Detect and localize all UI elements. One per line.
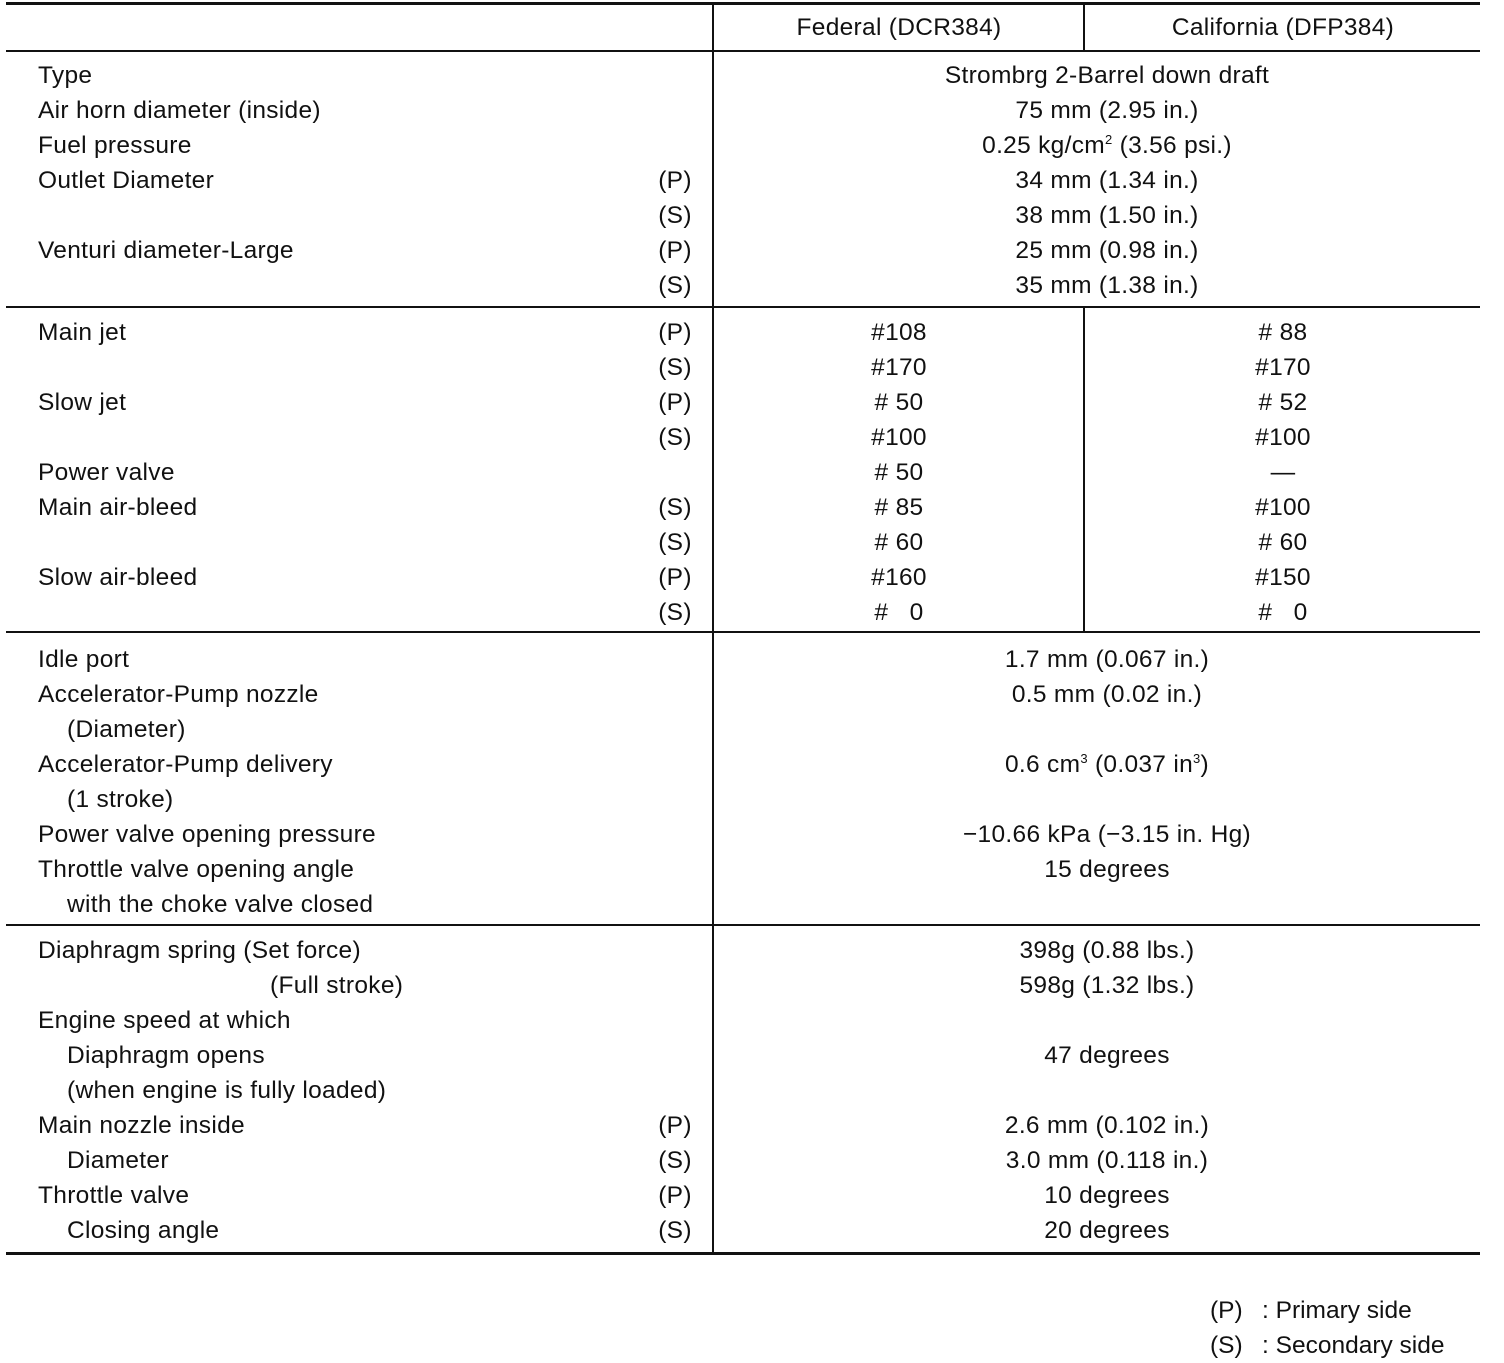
rule-section-2 xyxy=(6,631,1480,633)
type-value: Strombrg 2-Barrel down draft xyxy=(944,62,1270,89)
air-horn-value: 75 mm (2.95 in.) xyxy=(1015,97,1199,124)
main-jet-p-california: # 88 xyxy=(1258,319,1308,346)
main-jet-s-side: (S) xyxy=(658,354,692,381)
nozzle-s-side: (S) xyxy=(658,1147,692,1174)
slow-jet-s-side: (S) xyxy=(658,424,692,451)
throttle-angle-value: 15 degrees xyxy=(1044,856,1170,883)
nozzle-sub: Diameter xyxy=(67,1147,169,1174)
note-s-key: (S) xyxy=(1210,1332,1243,1359)
main-air-bleed-2-federal: # 60 xyxy=(874,529,924,556)
pump-nozzle-value: 0.5 mm (0.02 in.) xyxy=(1011,681,1203,708)
pump-nozzle-sub: (Diameter) xyxy=(67,716,186,743)
slow-air-bleed-s-california: # 0 xyxy=(1258,599,1308,626)
slow-air-bleed-s-side: (S) xyxy=(658,599,692,626)
main-air-bleed-1-california: #100 xyxy=(1255,494,1311,521)
pump-delivery-sub: (1 stroke) xyxy=(67,786,174,813)
throttle-label: Throttle valve xyxy=(38,1182,190,1209)
note-p-text: : Primary side xyxy=(1262,1297,1412,1324)
throttle-p-value: 10 degrees xyxy=(1044,1182,1170,1209)
fuel-pressure-value: 0.25 $kg/cm^2$ (3.56 psi.) xyxy=(982,131,1232,159)
rule-bottom xyxy=(6,1252,1480,1255)
throttle-s-side: (S) xyxy=(658,1217,692,1244)
venturi-s-side: (S) xyxy=(658,272,692,299)
header-california: California (DFP384) xyxy=(1171,14,1395,41)
main-air-bleed-1-federal: # 85 xyxy=(874,494,924,521)
venturi-label: Venturi diameter-Large xyxy=(38,237,294,264)
outlet-s-side: (S) xyxy=(658,202,692,229)
header-federal: Federal (DCR384) xyxy=(796,14,1002,41)
nozzle-label: Main nozzle inside xyxy=(38,1112,245,1139)
slow-jet-s-california: #100 xyxy=(1255,424,1311,451)
pv-pressure-value: −10.66 kPa (−3.15 in. Hg) xyxy=(962,821,1252,848)
outlet-s-value: 38 mm (1.50 in.) xyxy=(1015,202,1199,229)
diaphragm-full-value: 598g (1.32 lbs.) xyxy=(1019,972,1195,999)
nozzle-p-value: 2.6 mm (0.102 in.) xyxy=(1004,1112,1210,1139)
outlet-p-side: (P) xyxy=(658,167,692,194)
slow-jet-label: Slow jet xyxy=(38,389,127,416)
main-air-bleed-1-side: (S) xyxy=(658,494,692,521)
nozzle-p-side: (P) xyxy=(658,1112,692,1139)
air-horn-label: Air horn diameter (inside) xyxy=(38,97,321,124)
rule-header xyxy=(6,50,1480,52)
engine-speed-sub1: Diaphragm opens xyxy=(67,1042,265,1069)
slow-jet-p-federal: # 50 xyxy=(874,389,924,416)
diaphragm-full-label: (Full stroke) xyxy=(270,972,404,999)
rule-section-1 xyxy=(6,306,1480,308)
main-jet-label: Main jet xyxy=(38,319,127,346)
throttle-p-side: (P) xyxy=(658,1182,692,1209)
venturi-p-side: (P) xyxy=(658,237,692,264)
throttle-s-value: 20 degrees xyxy=(1044,1217,1170,1244)
main-air-bleed-2-side: (S) xyxy=(658,529,692,556)
pump-delivery-label: Accelerator-Pump delivery xyxy=(38,751,333,778)
rule-top xyxy=(6,2,1480,5)
main-air-bleed-label: Main air-bleed xyxy=(38,494,198,521)
rule-section-3 xyxy=(6,924,1480,926)
throttle-angle-sub: with the choke valve closed xyxy=(67,891,374,918)
slow-air-bleed-p-side: (P) xyxy=(658,564,692,591)
slow-air-bleed-s-federal: # 0 xyxy=(874,599,924,626)
throttle-angle-label: Throttle valve opening angle xyxy=(38,856,355,883)
venturi-p-value: 25 mm (0.98 in.) xyxy=(1015,237,1199,264)
main-jet-p-federal: #108 xyxy=(871,319,927,346)
slow-air-bleed-label: Slow air-bleed xyxy=(38,564,198,591)
power-valve-california: — xyxy=(1270,459,1296,486)
slow-air-bleed-p-federal: #160 xyxy=(871,564,927,591)
power-valve-federal: # 50 xyxy=(874,459,924,486)
main-jet-s-california: #170 xyxy=(1255,354,1311,381)
slow-jet-s-federal: #100 xyxy=(871,424,927,451)
pump-nozzle-label: Accelerator-Pump nozzle xyxy=(38,681,319,708)
throttle-sub: Closing angle xyxy=(67,1217,220,1244)
idle-port-value: 1.7 mm (0.067 in.) xyxy=(1004,646,1210,673)
note-p-key: (P) xyxy=(1210,1297,1243,1324)
main-jet-s-federal: #170 xyxy=(871,354,927,381)
slow-jet-p-side: (P) xyxy=(658,389,692,416)
engine-speed-sub2: (when engine is fully loaded) xyxy=(67,1077,387,1104)
outlet-diameter-label: Outlet Diameter xyxy=(38,167,215,194)
nozzle-s-value: 3.0 mm (0.118 in.) xyxy=(1005,1147,1209,1174)
power-valve-label: Power valve xyxy=(38,459,175,486)
type-label: Type xyxy=(38,62,93,89)
pump-delivery-value: 0.6 $cm^3$ (0.037 $in^3$) xyxy=(1004,750,1209,778)
idle-port-label: Idle port xyxy=(38,646,130,673)
slow-air-bleed-p-california: #150 xyxy=(1255,564,1311,591)
engine-speed-value: 47 degrees xyxy=(1044,1042,1170,1069)
fuel-pressure-label: Fuel pressure xyxy=(38,132,192,159)
main-jet-p-side: (P) xyxy=(658,319,692,346)
engine-speed-label: Engine speed at which xyxy=(38,1007,291,1034)
outlet-p-value: 34 mm (1.34 in.) xyxy=(1015,167,1199,194)
diaphragm-set-value: 398g (0.88 lbs.) xyxy=(1019,937,1195,964)
main-air-bleed-2-california: # 60 xyxy=(1258,529,1308,556)
slow-jet-p-california: # 52 xyxy=(1258,389,1308,416)
pv-pressure-label: Power valve opening pressure xyxy=(38,821,376,848)
diaphragm-label: Diaphragm spring (Set force) xyxy=(38,937,361,964)
note-s-text: : Secondary side xyxy=(1262,1332,1445,1359)
venturi-s-value: 35 mm (1.38 in.) xyxy=(1015,272,1199,299)
